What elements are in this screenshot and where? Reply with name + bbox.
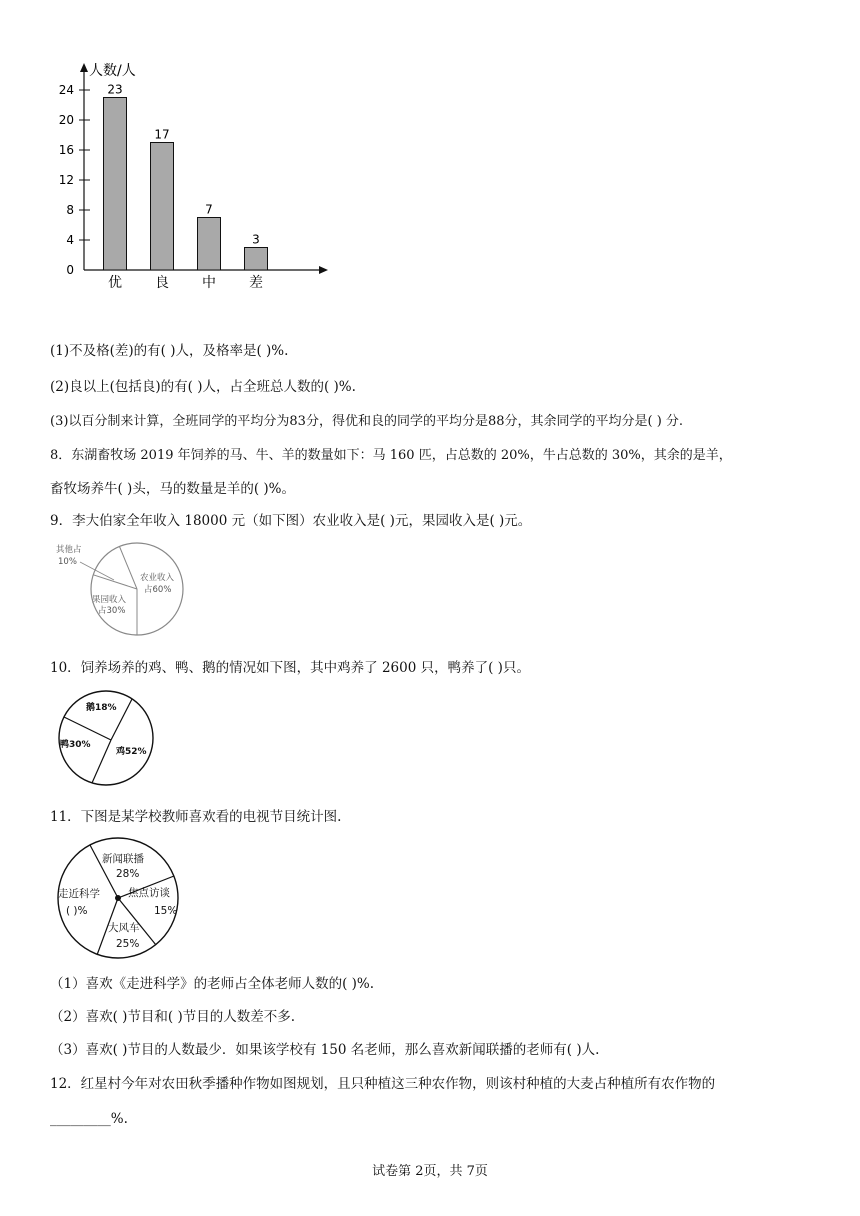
q12-line2: _________%. [50,1111,128,1127]
category-label: 中 [202,275,216,291]
q11-label-news: 新闻联播 [102,853,144,865]
y-tick-label: 20 [58,113,74,127]
q10-pie-chart [50,688,165,788]
q8-line2: 畜牧场养牛( )头，马的数量是羊的( )%。 [50,481,295,497]
y-tick-label: 0 [66,263,74,277]
q9-label-other-1: 其他占 [56,545,82,555]
q10-text: 10．饲养场养的鸡、鸭、鹅的情况如下图，其中鸡养了 2600 只，鸭养了( )只。 [50,660,530,676]
q10-divider-2 [64,717,111,740]
bar-value-label: 7 [205,202,213,217]
q11-part3: （3）喜欢( )节目的人数最少．如果该学校有 150 名老师，那么喜欢新闻联播的老师有( )人. [50,1042,600,1058]
y-tick-label: 16 [58,143,74,157]
bars [104,83,268,292]
category-label: 差 [249,275,263,291]
q11-pct-windmill: 25% [116,938,140,950]
category-label: 优 [108,275,122,291]
q9-label-farm-1: 农业收入 [140,573,175,583]
bar-value-label: 17 [154,127,170,142]
q11-label-windmill: 大风车 [108,922,140,934]
q9-divider-3 [120,547,138,590]
q11-part1: （1）喜欢《走进科学》的老师占全体老师人数的( )%. [50,976,375,992]
q11-text: 11．下图是某学校教师喜欢看的电视节目统计图. [50,809,342,825]
q9-text: 9．李大伯家全年收入 18000 元（如下图）农业收入是( )元，果园收入是( )元。 [50,513,532,529]
q11-pct-focus: 15% [154,905,178,917]
q10-divider-3 [92,740,111,783]
q9-label-orchard-1: 果园收入 [92,595,127,605]
q9-pie-chart [50,540,200,640]
y-axis-arrow [80,63,88,72]
page-footer: 试卷第 2页，共 7页 [372,1164,488,1179]
category-label: 良 [155,275,169,291]
q11-pct-news: 28% [116,868,140,880]
y-tick-label: 12 [58,173,74,187]
bar [245,248,268,271]
bar-value-label: 3 [252,232,260,247]
bar [198,218,221,271]
q11-label-focus: 焦点访谈 [128,887,170,899]
q11-pct-science: ( )% [66,905,88,917]
q9-divider-2 [93,575,137,589]
bar [151,143,174,271]
q7-part1: (1)不及格(差)的有( )人，及格率是( )%. [50,343,289,359]
y-tick-label: 8 [66,203,74,217]
q9-label-other-2: 10% [58,557,77,567]
q12-line1: 12．红星村今年对农田秋季播种作物如图规划，且只种植这三种农作物，则该村种植的大麦占种植所有农作物的 [50,1076,716,1092]
q9-leader-line [80,562,114,580]
bar-value-label: 23 [107,82,123,97]
y-tick-label: 4 [66,233,74,247]
q10-label-chicken: 鸡52% [116,747,147,757]
y-tick-label: 24 [58,83,74,97]
q7-part3: (3)以百分制来计算，全班同学的平均分为83分，得优和良的同学的平均分是88分，其余同学的平均分是( ) 分. [50,414,684,429]
x-axis-arrow [319,266,328,274]
y-ticks [59,83,90,277]
q9-label-farm-2: 占60% [144,585,172,595]
q7-part2: (2)良以上(包括良)的有( )人，占全班总人数的( )%. [50,379,356,395]
q11-part2: （2）喜欢( )节目和( )节目的人数差不多. [50,1009,296,1025]
y-axis-label: 人数/人 [89,63,136,79]
q10-label-duck: 鸭30% [60,740,91,750]
q10-label-goose: 鹅18% [86,703,117,713]
q9-label-orchard-2: 占30% [98,606,126,616]
q11-pie-chart [50,835,190,965]
q11-label-science: 走近科学 [58,888,100,900]
bar [104,98,127,271]
q8-line1: 8．东湖畜牧场 2019 年饲养的马、牛、羊的数量如下：马 160 匹，占总数的 20%，牛占总数的 30%，其余的是羊， [50,448,732,463]
bar-chart [55,55,345,300]
